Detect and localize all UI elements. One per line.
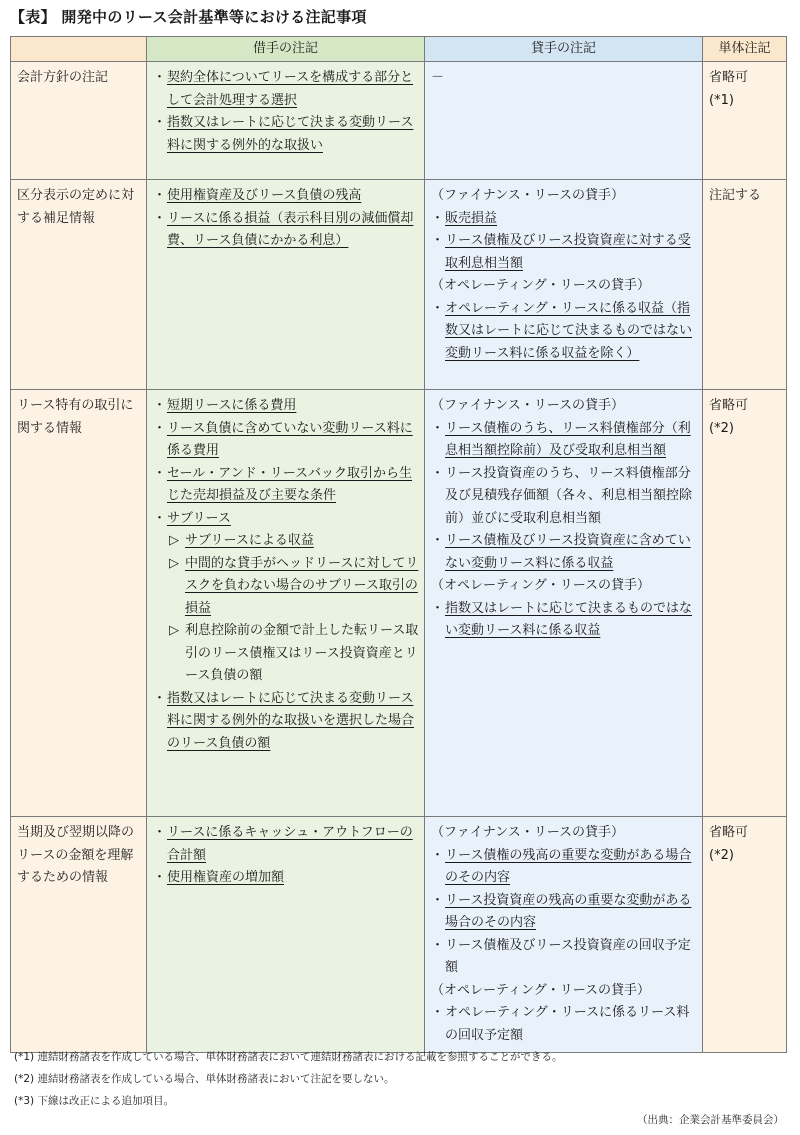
lessor-cell [425,817,703,1053]
list-item-text: リース債権及びリース投資資産に対する受取利息相当額 [445,233,691,271]
list-item [431,890,697,935]
bullet-icon: ・ [431,533,445,548]
footnotes [14,1046,562,1112]
list-item [431,298,697,366]
list-item-text: リースに係るキャッシュ・アウトフローの合計額 [167,825,413,863]
bullet-icon: ・ [431,420,445,436]
single-note-text: 省略可 (*1) [709,70,749,108]
row-label: リース特有の取引に関する情報 [11,390,147,817]
lessor-cell [425,180,703,390]
list-item-text: 使用権資産の増加額 [167,870,285,885]
source-credit: （出典：企業会計基準委員会） [637,1114,784,1126]
list-item [153,395,419,418]
single-note-cell [703,62,787,180]
list-item [153,185,419,208]
footnote-2: (*2) 連結財務諸表を作成している場合、単体財務諸表において注記を要しない。 [14,1073,395,1085]
header-single: 単体注記 [703,37,787,62]
bullet-icon: ・ [153,510,167,526]
list-item-text: オペレーティング・リースに係る収益（指数又はレートに応じて決まるものではない変動リース料に係る収益を除く） [445,300,693,361]
list-item [153,418,419,463]
sub-item-text: サブリースによる収益 [185,533,314,548]
row-label: 会計方針の注記 [11,62,147,180]
list-item-text: リースに係る損益（表示科目別の減価償却費、リース負債にかかる利息） [167,210,414,248]
bullet-icon: ・ [431,892,445,908]
bullet-icon: ・ [153,210,167,226]
bullet-icon: ・ [153,690,167,706]
list-item [153,208,419,253]
list-item-text: 短期リースに係る費用 [167,398,297,413]
list-item [431,845,697,890]
lessee-cell [147,390,425,817]
list-item [153,867,419,890]
bullet-icon: ・ [431,847,445,863]
lessee-cell [147,817,425,1053]
single-note-text: 省略可 (*2) [709,825,749,863]
sub-item [153,553,419,621]
list-item [153,112,419,157]
bullet-icon: ・ [153,870,167,885]
single-note-text: 省略可 (*2) [709,398,749,436]
triangle-marker-icon: ▷ [169,623,179,638]
list-item-text: 使用権資産及びリース負債の残高 [167,188,362,203]
list-item [153,67,419,112]
list-item-text: 契約全体についてリースを構成する部分として会計処理する選択 [167,70,414,108]
group-heading: （ファイナンス・リースの貸手） [431,825,625,840]
list-item-text: リース債権及びリース投資資産の回収予定額 [445,937,691,975]
list-item [431,418,697,463]
lessor-cell [425,390,703,817]
bullet-icon: ・ [431,600,445,616]
lessee-cell [147,62,425,180]
group-heading: （ファイナンス・リースの貸手） [431,188,625,203]
disclosure-table [10,36,787,1053]
list-item-text: オペレーティング・リースに係るリース料の回収予定額 [445,1005,690,1043]
bullet-icon: ・ [153,70,167,85]
bullet-icon: ・ [431,233,445,248]
sub-item-text: 利息控除前の金額で計上した転リース取引のリース債権又はリース投資資産とリース負債の額 [185,623,419,683]
bullet-icon: ・ [153,398,167,413]
list-item [431,935,697,980]
lessor-cell [425,62,703,180]
list-item-text: 指数又はレートに応じて決まる変動リース料に関する例外的な取扱いを選択した場合のリース負債の額 [167,690,415,751]
footnote-3: (*3) 下線は改正による追加項目。 [14,1095,174,1107]
group-heading: （オペレーティング・リースの貸手） [431,578,651,593]
header-lessee: 借手の注記 [147,37,425,62]
list-item-text: セール・アンド・リースバック取引から生じた売却損益及び主要な条件 [167,465,413,503]
list-item-text: 指数又はレートに応じて決まるものではない変動リース料に係る収益 [445,600,693,638]
list-item [431,230,697,275]
lessee-cell [147,180,425,390]
row-label: 区分表示の定めに対する補足情報 [11,180,147,390]
header-row [11,37,787,62]
list-item [431,1002,697,1047]
table-row [11,62,787,180]
list-item-text: 販売損益 [445,210,498,226]
single-note-cell [703,390,787,817]
header-lessor: 貸手の注記 [425,37,703,62]
list-item-text: リース負債に含めていない変動リース料に係る費用 [167,420,413,458]
single-note-cell [703,817,787,1053]
bullet-icon: ・ [153,188,167,203]
list-item-text: リース債権の残高の重要な変動がある場合のその内容 [445,847,692,885]
table-row [11,390,787,817]
header-blank [11,37,147,62]
bullet-icon: ・ [431,937,445,953]
list-item [431,208,697,231]
triangle-marker-icon: ▷ [169,555,179,571]
bullet-icon: ・ [431,465,445,481]
bullet-icon: ・ [153,825,167,840]
sub-item [153,620,419,688]
bullet-icon: ・ [431,300,445,316]
bullet-icon: ・ [431,1005,445,1020]
sub-item [153,530,419,553]
sub-item-text: 中間的な貸手がヘッドリースに対してリスクを負わない場合のサブリース取引の損益 [185,555,419,616]
list-item [153,688,419,756]
list-item [431,598,697,643]
footnote-1: (*1) 連結財務諸表を作成している場合、単体財務諸表において連結財務諸表における記載を参照することができる。 [14,1051,563,1063]
table-row [11,817,787,1053]
group-heading: （オペレーティング・リースの貸手） [431,982,651,998]
row-label: 当期及び翌期以降のリースの金額を理解するための情報 [11,817,147,1053]
list-item-text: リース投資資産の残高の重要な変動がある場合のその内容 [445,892,692,930]
group-heading: （ファイナンス・リースの貸手） [431,398,625,413]
list-item-text: サブリース [167,510,231,526]
triangle-marker-icon: ▷ [169,533,179,548]
group-heading: （オペレーティング・リースの貸手） [431,278,651,293]
dash-text: － [431,70,445,85]
table-title: 【表】 開発中のリース会計基準等における注記事項 [10,8,367,26]
list-item [431,530,697,575]
list-item [153,508,419,531]
list-item [153,822,419,867]
table-row [11,180,787,390]
list-item [153,463,419,508]
single-note-text: 注記する [709,188,762,203]
bullet-icon: ・ [153,420,167,436]
list-item-text: リース債権のうち、リース料債権部分（利息相当額控除前）及び受取利息相当額 [445,420,691,458]
bullet-icon: ・ [153,115,167,130]
bullet-icon: ・ [153,465,167,481]
list-item-text: リース投資資産のうち、リース料債権部分及び見積残存価額（各々、利息相当額控除前）並びに受取利息相当額 [445,465,693,526]
list-item-text: リース債権及びリース投資資産に含めていない変動リース料に係る収益 [445,533,691,571]
list-item-text: 指数又はレートに応じて決まる変動リース料に関する例外的な取扱い [167,115,414,153]
bullet-icon: ・ [431,210,445,226]
list-item [431,463,697,531]
single-note-cell [703,180,787,390]
